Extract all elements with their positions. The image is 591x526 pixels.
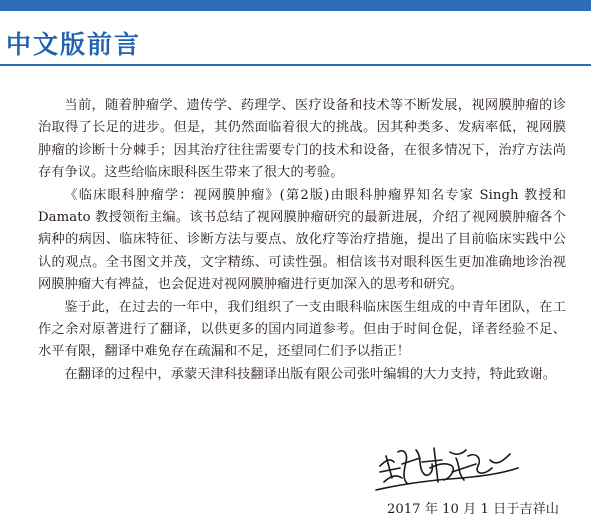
preface-body (38, 95, 566, 386)
date-and-place: 2017 年 10 月 1 日于吉祥山 (386, 502, 559, 517)
paragraph-2: 《临床眼科肿瘤学：视网膜肿瘤》(第2版)由眼科肿瘤界知名专家 Singh 教授和 Damato 教授领衔主编。该书总结了视网膜肿瘤研究的最新进展，介绍了视网膜肿瘤各个病种的病因、临床特征、诊断方法与要点、放化疗等治疗措施，提出了目前临床实践中公认的观点。全书图文并茂，文字精练、可读性强。相信该书对眼科医生更加准确地诊治视网膜肿瘤大有裨益，也会促进对视网膜肿瘤进行更加深入的思考和研究。 (38, 187, 566, 293)
top-color-band (0, 0, 591, 11)
paragraph-4: 在翻译的过程中，承蒙天津科技翻译出版有限公司张叶编辑的大力支持，特此致谢。 (64, 366, 557, 382)
title-divider (0, 64, 591, 66)
page-title: 中文版前言 (6, 30, 142, 59)
handwritten-signature (372, 438, 522, 504)
paragraph-1: 当前，随着肿瘤学、遗传学、药理学、医疗设备和技术等不断发展，视网膜肿瘤的诊治取得了长足的进步。但是，其仍然面临着很大的挑战。因其种类多、发病率低，视网膜肿瘤的诊断十分棘手；因其治疗往往需要专门的技术和设备，在很多情况下，治疗方法尚存有争议。这些给临床眼科医生带来了很大的考验。 (38, 98, 566, 181)
paragraph-3: 鉴于此，在过去的一年中，我们组织了一支由眼科临床医生组成的中青年团队，在工作之余对原著进行了翻译，以供更多的国内同道参考。但由于时间仓促，译者经验不足、水平有限，翻译中难免存在疏漏和不足，还望同仁们予以指正！ (38, 299, 566, 360)
